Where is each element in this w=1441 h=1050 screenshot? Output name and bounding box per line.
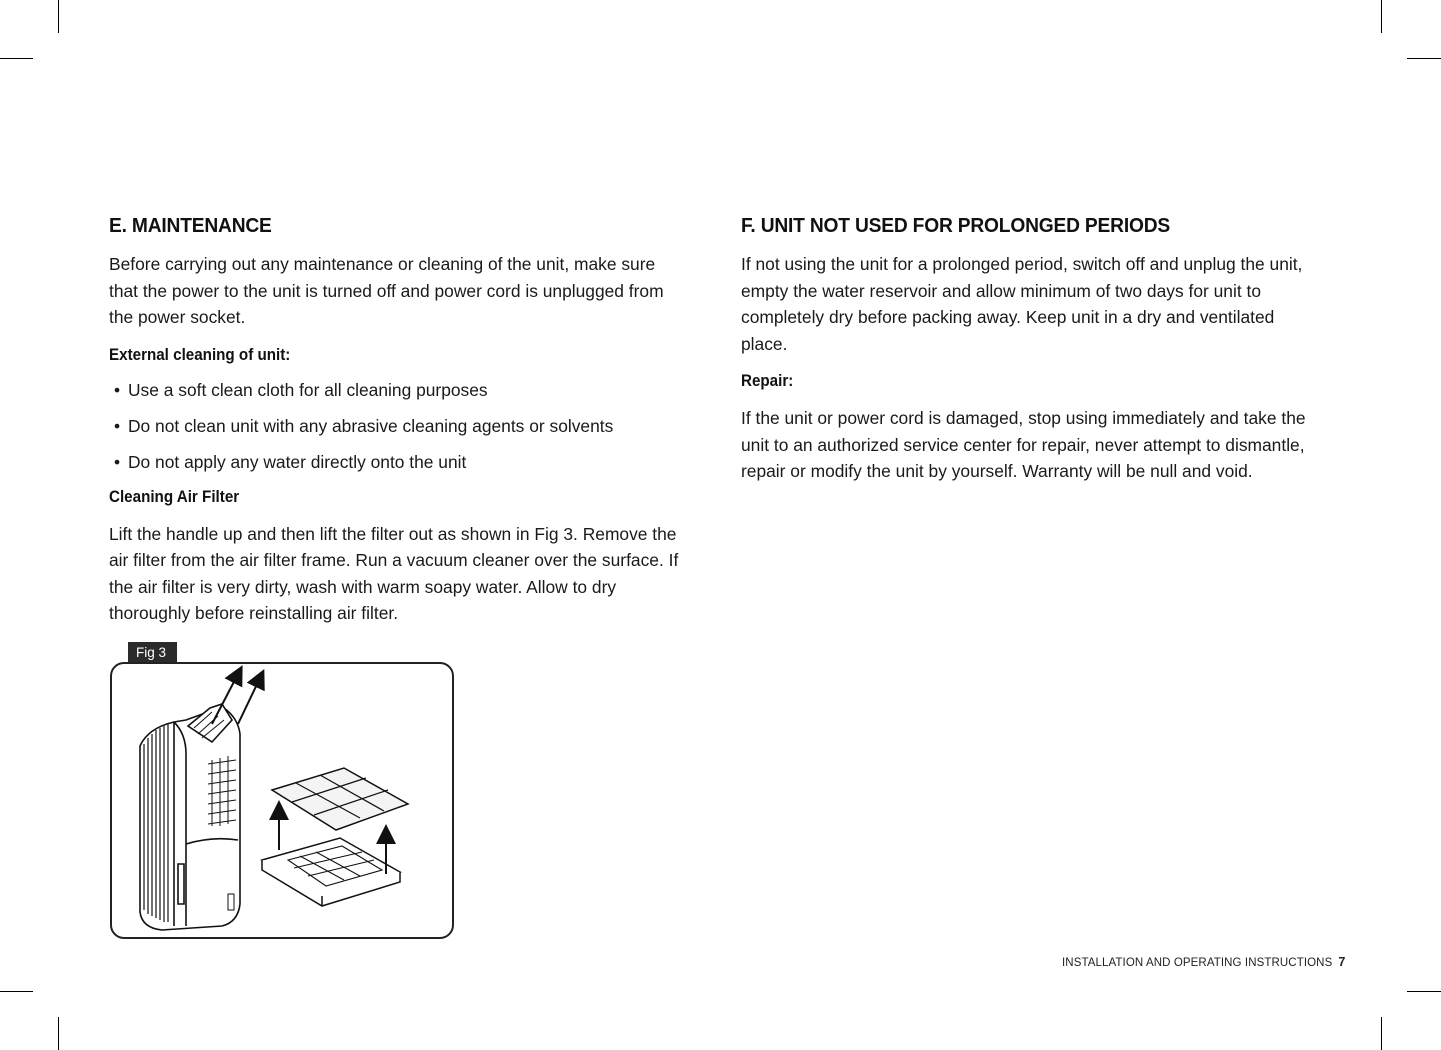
section-heading-maintenance: E. MAINTENANCE — [109, 215, 272, 237]
crop-mark — [0, 58, 33, 59]
prolonged-periods-section — [741, 214, 1341, 485]
crop-mark — [1407, 58, 1441, 59]
section-heading-prolonged: F. UNIT NOT USED FOR PROLONGED PERIODS — [741, 215, 1170, 237]
crop-mark — [1381, 1017, 1382, 1050]
crop-mark — [1381, 0, 1382, 33]
crop-mark — [58, 1017, 59, 1050]
external-cleaning-heading: External cleaning of unit: — [109, 345, 291, 364]
figure-label: Fig 3 — [128, 642, 177, 663]
footer-title: INSTALLATION AND OPERATING INSTRUCTIONS — [1062, 957, 1333, 969]
list-item: • Do not apply any water directly onto the unit — [114, 451, 467, 472]
cleaning-bullet-list — [109, 379, 699, 473]
maintenance-section — [109, 214, 699, 627]
maintenance-intro: Before carrying out any maintenance or cleaning of the unit, make sure that the power to the unit is turned off and power cord is unplugged from the power socket. — [109, 254, 664, 327]
air-filter-text: Lift the handle up and then lift the filter out as shown in Fig 3. Remove the air filter from the air filter frame. Run a vacuum cleaner over the surface. If the air filter is very dirty, wash with warm soapy water. Allow to dry thoroughly before reinstalling air filter. — [109, 523, 679, 623]
air-filter-frame-illustration — [262, 838, 400, 906]
repair-heading: Repair: — [741, 372, 794, 390]
crop-mark — [1407, 991, 1441, 992]
prolonged-intro: If not using the unit for a prolonged period, switch off and unplug the unit, empty the water reservoir and allow minimum of two days for unit to completely dry before packing away. Keep unit in a dry and ventilated place. — [741, 254, 1303, 354]
air-filter-illustration — [112, 664, 454, 939]
page-number: 7 — [1338, 955, 1346, 969]
crop-mark — [58, 0, 59, 33]
page-footer — [1062, 955, 1345, 969]
unit-body-illustration — [140, 704, 240, 930]
list-item: • Do not clean unit with any abrasive cleaning agents or solvents — [114, 415, 614, 436]
crop-mark — [0, 991, 33, 992]
air-filter-sheet-illustration — [272, 768, 408, 830]
air-filter-heading: Cleaning Air Filter — [109, 487, 240, 506]
list-item: • Use a soft clean cloth for all cleaning purposes — [114, 379, 488, 400]
figure-box — [110, 662, 454, 939]
repair-text: If the unit or power cord is damaged, stop using immediately and take the unit to an authorized service center for repair, never attempt to dismantle, repair or modify the unit by yourself. Warranty will be null and void. — [741, 408, 1306, 481]
